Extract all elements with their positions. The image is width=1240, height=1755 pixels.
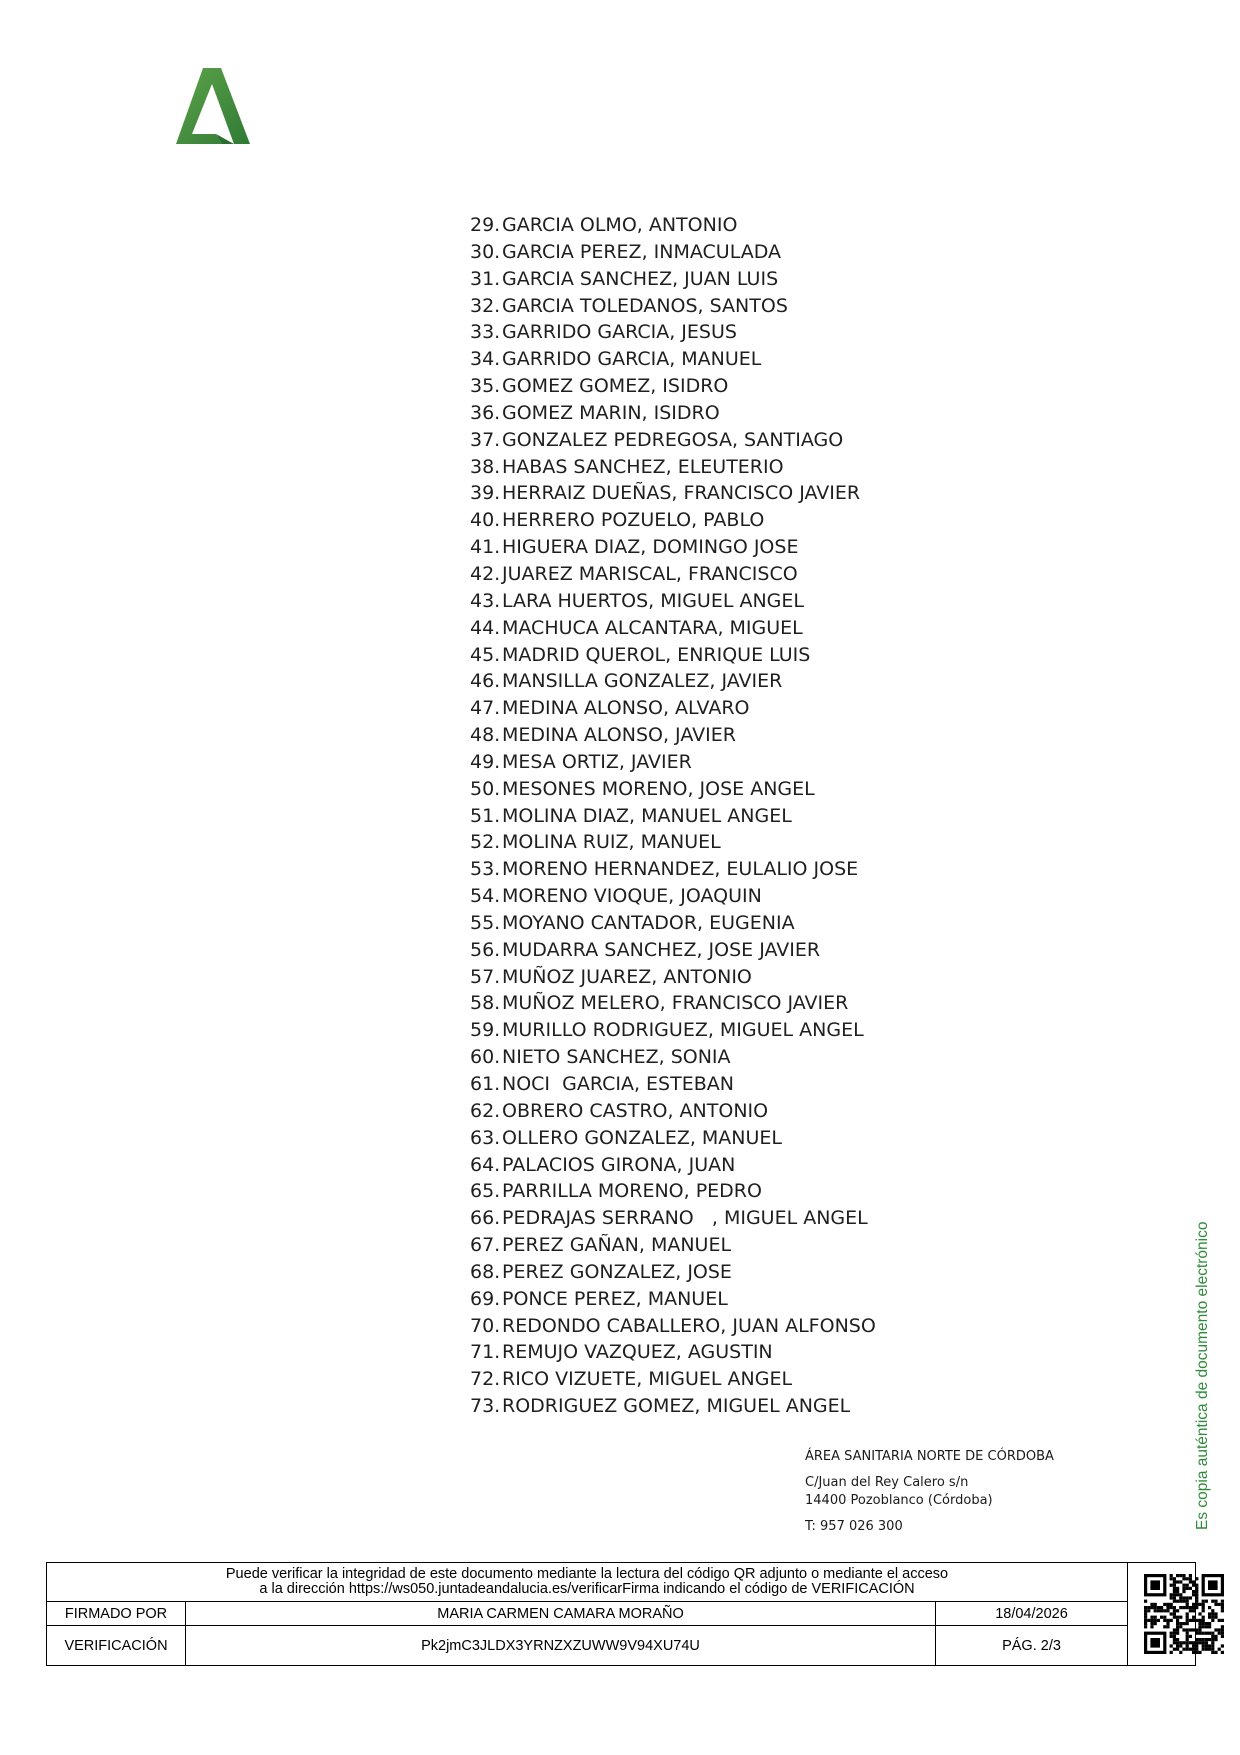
list-item [470, 615, 876, 642]
list-item-number: 61. [470, 1073, 501, 1095]
name-list [470, 212, 876, 1420]
list-item [470, 346, 876, 373]
list-item-name: PARRILLA MORENO, PEDRO [502, 1180, 762, 1203]
list-item-number: 47. [470, 697, 501, 720]
list-item-name: REDONDO CABALLERO, JUAN ALFONSO [502, 1314, 876, 1337]
list-item [470, 239, 876, 266]
list-item-number: 71. [470, 1341, 501, 1364]
list-item-number: 66. [470, 1207, 501, 1230]
address-block [805, 1448, 1054, 1536]
list-item-number: 33. [470, 321, 501, 344]
list-item-name: OBRERO CASTRO, ANTONIO [502, 1099, 769, 1122]
list-item [470, 400, 876, 427]
list-item [470, 990, 876, 1017]
list-item-name: MESA ORTIZ, JAVIER [502, 750, 692, 773]
list-item-number: 30. [470, 240, 501, 263]
list-item [470, 319, 876, 346]
list-item [470, 534, 876, 561]
list-item-number: 38. [470, 455, 501, 478]
list-item-number: 45. [470, 643, 501, 666]
list-item-number: 39. [470, 482, 501, 505]
list-item [470, 749, 876, 776]
list-item [470, 1017, 876, 1044]
list-item-number: 42. [470, 562, 501, 585]
list-item-name: MOLINA DIAZ, MANUEL ANGEL [502, 804, 792, 827]
list-item-number: 67. [470, 1234, 501, 1257]
list-item-number: 58. [470, 992, 501, 1015]
list-item [470, 1259, 876, 1286]
list-item [470, 1178, 876, 1205]
list-item [470, 266, 876, 293]
list-item [470, 1125, 876, 1152]
list-item [470, 1393, 876, 1420]
list-item-number: 57. [470, 965, 501, 988]
verify-line-1: Puede verificar la integridad de este documento mediante la lectura del código QR adjunto o mediante el acceso [225, 1566, 949, 1582]
list-item-name: GONZALEZ PEDREGOSA, SANTIAGO [502, 428, 844, 451]
list-item-name: JUAREZ MARISCAL, FRANCISCO [502, 562, 798, 585]
list-item-number: 69. [470, 1287, 501, 1310]
page-number: PÁG. 2/3 [1002, 1637, 1061, 1654]
list-item [470, 803, 876, 830]
list-item-name: MANSILLA GONZALEZ, JAVIER [502, 670, 783, 693]
verification-footer [46, 1562, 1196, 1666]
verification-code: Pk2jmC3JLDX3YRNZXZUWW9V94XU74U [421, 1637, 700, 1654]
list-item [470, 1286, 876, 1313]
list-item-number: 36. [470, 401, 501, 424]
list-item [470, 964, 876, 991]
signed-by-label: FIRMADO POR [64, 1605, 168, 1622]
signature-date: 18/04/2026 [995, 1605, 1068, 1622]
junta-andalucia-logo-icon [176, 68, 256, 144]
list-item-name: REMUJO VAZQUEZ, AGUSTIN [502, 1341, 773, 1364]
verify-instructions [47, 1565, 1127, 1599]
list-item [470, 1071, 876, 1098]
list-item-name: GARRIDO GARCIA, JESUS [502, 321, 737, 344]
list-item-name: MOYANO CANTADOR, EUGENIA [502, 911, 795, 934]
list-item-number: 51. [470, 804, 501, 827]
list-item-name: GARRIDO GARCIA, MANUEL [502, 348, 762, 371]
signer-name: MARIA CARMEN CAMARA MORAÑO [437, 1605, 684, 1622]
list-item-number: 40. [470, 509, 501, 532]
list-item [470, 454, 876, 481]
verify-line-2: a la dirección https://ws050.juntadeandalucia.es/verificarFirma indicando el código de VERIFICACIÓN [259, 1581, 915, 1597]
list-item-name: MOLINA RUIZ, MANUEL [502, 831, 721, 854]
list-item-name: HERRERO POZUELO, PABLO [502, 509, 765, 532]
list-item [470, 561, 876, 588]
list-item [470, 1205, 876, 1232]
list-item-name: MADRID QUEROL, ENRIQUE LUIS [502, 643, 811, 666]
list-item-number: 43. [470, 589, 501, 612]
list-item [470, 1044, 876, 1071]
list-item [470, 1339, 876, 1366]
list-item-name: HIGUERA DIAZ, DOMINGO JOSE [502, 536, 799, 559]
list-item-number: 52. [470, 831, 501, 854]
list-item-number: 72. [470, 1368, 501, 1391]
list-item-name: RICO VIZUETE, MIGUEL ANGEL [502, 1368, 793, 1391]
list-item-name: MACHUCA ALCANTARA, MIGUEL [502, 616, 803, 639]
list-item [470, 695, 876, 722]
list-item-name: GARCIA OLMO, ANTONIO [502, 214, 738, 236]
list-item [470, 722, 876, 749]
list-item-name: PEREZ GAÑAN, MANUEL [502, 1234, 732, 1257]
list-item-number: 31. [470, 267, 501, 290]
list-item [470, 937, 876, 964]
list-item-name: PALACIOS GIRONA, JUAN [502, 1153, 736, 1176]
list-item [470, 776, 876, 803]
list-item-number: 62. [470, 1099, 501, 1122]
list-item [470, 668, 876, 695]
list-item-number: 44. [470, 616, 501, 639]
list-item-number: 48. [470, 724, 501, 747]
list-item [470, 1098, 876, 1125]
list-item-name: HABAS SANCHEZ, ELEUTERIO [502, 455, 784, 478]
list-item [470, 1366, 876, 1393]
list-item-name: MORENO VIOQUE, JOAQUIN [502, 885, 762, 908]
list-item-number: 63. [470, 1126, 501, 1149]
list-item [470, 1232, 876, 1259]
list-item [470, 1152, 876, 1179]
list-item [470, 212, 876, 239]
phone-number: T: 957 026 300 [805, 1519, 903, 1534]
city-address: 14400 Pozoblanco (Córdoba) [805, 1493, 993, 1508]
list-item-number: 50. [470, 777, 501, 800]
verification-label: VERIFICACIÓN [64, 1637, 168, 1654]
list-item-name: MEDINA ALONSO, JAVIER [502, 724, 736, 747]
list-item-name: GARCIA TOLEDANOS, SANTOS [502, 294, 788, 317]
list-item [470, 910, 876, 937]
list-item [470, 373, 876, 400]
list-item-name: MEDINA ALONSO, ALVARO [502, 697, 750, 720]
list-item-name: MUÑOZ JUAREZ, ANTONIO [502, 965, 752, 988]
list-item-number: 73. [470, 1395, 501, 1418]
list-item-name: NIETO SANCHEZ, SONIA [502, 1046, 731, 1069]
list-item [470, 1313, 876, 1340]
list-item-name: MURILLO RODRIGUEZ, MIGUEL ANGEL [502, 1019, 864, 1042]
list-item [470, 883, 876, 910]
list-item-name: NOCI GARCIA, ESTEBAN [502, 1073, 734, 1095]
list-item-name: GARCIA SANCHEZ, JUAN LUIS [502, 267, 779, 290]
list-item-number: 64. [470, 1153, 501, 1176]
list-item [470, 427, 876, 454]
street-address: C/Juan del Rey Calero s/n [805, 1475, 969, 1490]
authentic-copy-note: Es copia auténtica de documento electrónico [1194, 1221, 1211, 1530]
list-item-name: HERRAIZ DUEÑAS, FRANCISCO JAVIER [502, 482, 861, 505]
list-item-number: 49. [470, 750, 501, 773]
list-item-name: PONCE PEREZ, MANUEL [502, 1287, 728, 1310]
list-item-name: MUÑOZ MELERO, FRANCISCO JAVIER [502, 992, 849, 1015]
organization-name: ÁREA SANITARIA NORTE DE CÓRDOBA [805, 1449, 1054, 1464]
list-item-number: 41. [470, 536, 501, 559]
list-item-number: 65. [470, 1180, 501, 1203]
list-item [470, 829, 876, 856]
list-item-number: 55. [470, 911, 501, 934]
list-item-number: 37. [470, 428, 501, 451]
list-item-number: 29. [470, 214, 501, 236]
list-item-name: MORENO HERNANDEZ, EULALIO JOSE [502, 858, 859, 881]
list-item-number: 70. [470, 1314, 501, 1337]
list-item-name: GARCIA PEREZ, INMACULADA [502, 240, 782, 263]
list-item-name: GOMEZ MARIN, ISIDRO [502, 401, 720, 424]
list-item [470, 293, 876, 320]
list-item-name: MUDARRA SANCHEZ, JOSE JAVIER [502, 938, 821, 961]
list-item-number: 32. [470, 294, 501, 317]
list-item-name: PEDRAJAS SERRANO , MIGUEL ANGEL [502, 1207, 868, 1230]
list-item-name: LARA HUERTOS, MIGUEL ANGEL [502, 589, 804, 612]
list-item [470, 856, 876, 883]
list-item-number: 53. [470, 858, 501, 881]
list-item-number: 56. [470, 938, 501, 961]
list-item-name: GOMEZ GOMEZ, ISIDRO [502, 375, 729, 398]
list-item [470, 480, 876, 507]
list-item [470, 507, 876, 534]
list-item-name: MESONES MORENO, JOSE ANGEL [502, 777, 815, 800]
list-item-number: 68. [470, 1260, 501, 1283]
list-item [470, 642, 876, 669]
list-item-number: 59. [470, 1019, 501, 1042]
list-item-number: 54. [470, 885, 501, 908]
list-item-name: PEREZ GONZALEZ, JOSE [502, 1260, 732, 1283]
list-item-number: 46. [470, 670, 501, 693]
qr-code-icon[interactable] [1144, 1574, 1224, 1654]
list-item-number: 60. [470, 1046, 501, 1069]
list-item-name: OLLERO GONZALEZ, MANUEL [502, 1126, 783, 1149]
list-item-number: 35. [470, 375, 501, 398]
list-item-name: RODRIGUEZ GOMEZ, MIGUEL ANGEL [502, 1395, 851, 1418]
list-item-number: 34. [470, 348, 501, 371]
list-item [470, 588, 876, 615]
